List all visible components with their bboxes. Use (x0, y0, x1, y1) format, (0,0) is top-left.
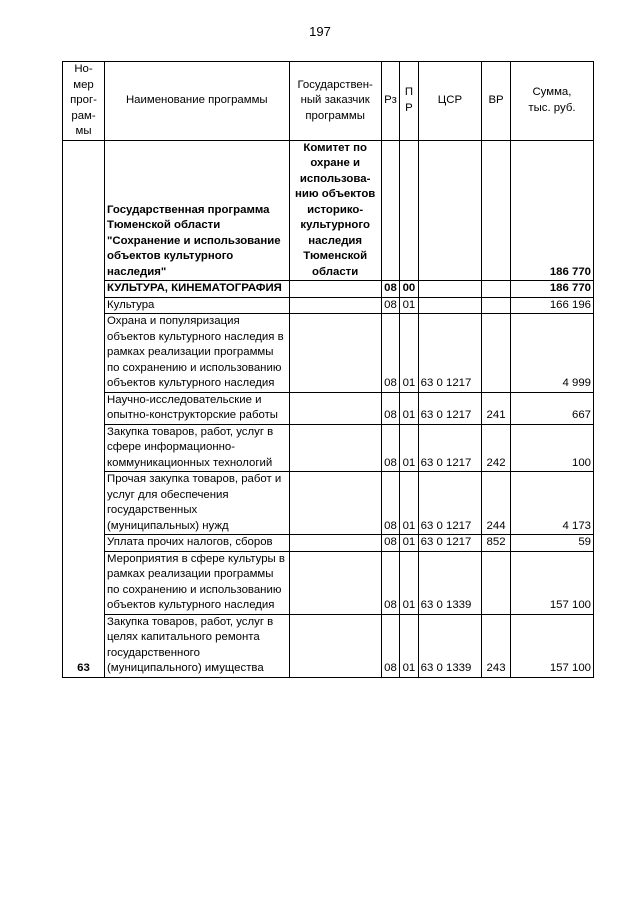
header-vr (482, 62, 511, 141)
header-label: ВР (488, 94, 504, 106)
row-customer (289, 472, 381, 535)
row-csr (418, 297, 482, 314)
row-sum: 4 173 (510, 472, 593, 535)
row-name: Охрана и популяризация объектов культурного наследия в рамках реализации программы по сохранению и использованию объектов культурного наследия (105, 314, 290, 393)
row-sum: 4 999 (510, 314, 593, 393)
row-customer (289, 392, 381, 424)
row-vr: 244 (482, 472, 511, 535)
row-rz: 08 (381, 424, 399, 472)
row-vr (482, 297, 511, 314)
row-name: КУЛЬТУРА, КИНЕМАТОГРАФИЯ (105, 281, 290, 298)
row-csr: 63 0 1339 (418, 551, 482, 614)
row-sum: 186 770 (510, 281, 593, 298)
row-name: Уплата прочих налогов, сборов (105, 535, 290, 552)
row-rz: 08 (381, 614, 399, 677)
row-csr: 63 0 1217 (418, 314, 482, 393)
header-label: Наименование программы (125, 94, 268, 106)
program-number: 63 (63, 140, 105, 677)
empty-cell (381, 140, 399, 281)
row-name: Закупка товаров, работ, услуг в целях капитального ремонта государственного (муниципального) имущества (105, 614, 290, 677)
header-program-number (63, 62, 105, 141)
row-name: Закупка товаров, работ, услуг в сфере информационно-коммуникационных технологий (105, 424, 290, 472)
row-vr: 243 (482, 614, 511, 677)
row-name: Прочая закупка товаров, работ и услуг для обеспечения государственных (муниципальных) нужд (105, 472, 290, 535)
row-vr (482, 281, 511, 298)
table-row (63, 297, 594, 314)
program-sum: 186 770 (510, 140, 593, 281)
table-row (63, 472, 594, 535)
row-name: Научно-исследовательские и опытно-конструкторские работы (105, 392, 290, 424)
row-vr: 852 (482, 535, 511, 552)
header-pr (400, 62, 418, 141)
header-program-name (105, 62, 290, 141)
empty-cell (482, 140, 511, 281)
header-label: Сумма, тыс. руб. (528, 86, 576, 114)
row-rz: 08 (381, 314, 399, 393)
program-name: Государственная программа Тюменской области "Сохранение и использование объектов культурного наследия" (105, 140, 290, 281)
row-pr: 01 (400, 314, 418, 393)
row-rz: 08 (381, 281, 399, 298)
row-sum: 59 (510, 535, 593, 552)
table-row (63, 551, 594, 614)
row-pr: 01 (400, 297, 418, 314)
row-rz: 08 (381, 472, 399, 535)
row-csr: 63 0 1339 (418, 614, 482, 677)
table-header-row (63, 62, 594, 141)
row-csr: 63 0 1217 (418, 535, 482, 552)
row-rz: 08 (381, 392, 399, 424)
header-label: Рз (384, 94, 397, 106)
empty-cell (400, 140, 418, 281)
header-label: ПР (404, 86, 414, 114)
table-row (63, 535, 594, 552)
header-customer (289, 62, 381, 141)
row-customer (289, 424, 381, 472)
table-row (63, 392, 594, 424)
row-vr: 241 (482, 392, 511, 424)
row-sum: 157 100 (510, 551, 593, 614)
row-customer (289, 614, 381, 677)
row-customer (289, 535, 381, 552)
row-rz: 08 (381, 297, 399, 314)
table-row (63, 614, 594, 677)
row-pr: 01 (400, 472, 418, 535)
row-customer (289, 297, 381, 314)
page-number: 197 (309, 24, 331, 39)
row-pr: 01 (400, 614, 418, 677)
program-row (63, 140, 594, 281)
header-sum (510, 62, 593, 141)
row-customer (289, 281, 381, 298)
header-csr (418, 62, 482, 141)
program-customer: Комитет по охране и использова-нию объектов историко-культурного наследия Тюменской области (289, 140, 381, 281)
row-sum: 166 196 (510, 297, 593, 314)
header-label: Государствен- ный заказчик программы (297, 78, 373, 122)
row-pr: 00 (400, 281, 418, 298)
row-pr: 01 (400, 551, 418, 614)
header-label: Но- мер прог- рам- мы (70, 63, 97, 137)
row-customer (289, 314, 381, 393)
row-name: Мероприятия в сфере культуры в рамках реализации программы по сохранению и использованию объектов культурного наследия (105, 551, 290, 614)
row-csr: 63 0 1217 (418, 392, 482, 424)
row-vr (482, 551, 511, 614)
row-csr: 63 0 1217 (418, 424, 482, 472)
row-rz: 08 (381, 535, 399, 552)
row-csr: 63 0 1217 (418, 472, 482, 535)
empty-cell (418, 140, 482, 281)
table-row (63, 424, 594, 472)
row-vr: 242 (482, 424, 511, 472)
row-name: Культура (105, 297, 290, 314)
budget-table (62, 61, 594, 678)
table-row (63, 281, 594, 298)
row-sum: 100 (510, 424, 593, 472)
row-customer (289, 551, 381, 614)
row-pr: 01 (400, 392, 418, 424)
row-rz: 08 (381, 551, 399, 614)
row-sum: 157 100 (510, 614, 593, 677)
row-vr (482, 314, 511, 393)
row-pr: 01 (400, 535, 418, 552)
header-rz (381, 62, 399, 141)
header-label: ЦСР (437, 94, 463, 106)
table-row (63, 314, 594, 393)
row-csr (418, 281, 482, 298)
row-sum: 667 (510, 392, 593, 424)
row-pr: 01 (400, 424, 418, 472)
